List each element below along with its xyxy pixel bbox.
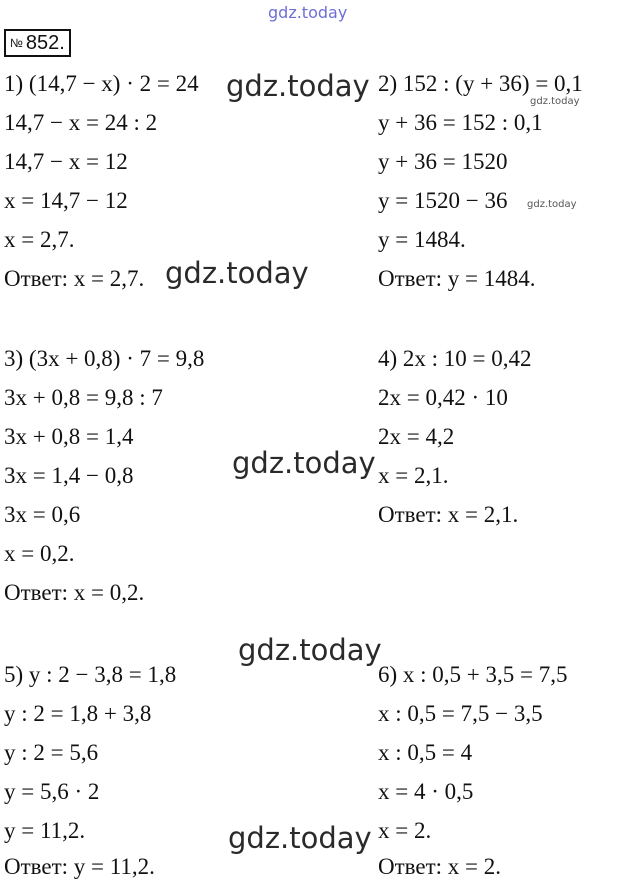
p3-answer: Ответ: x = 0,2. bbox=[4, 580, 145, 605]
watermark-small-1: gdz.today bbox=[530, 96, 580, 107]
p2-line-2: y + 36 = 152 : 0,1 bbox=[378, 110, 543, 135]
p2-line-3: y + 36 = 1520 bbox=[378, 149, 508, 174]
p6-line-3: x : 0,5 = 4 bbox=[378, 740, 473, 765]
p4-answer: Ответ: x = 2,1. bbox=[378, 502, 519, 527]
p5-answer: Ответ: y = 11,2. bbox=[4, 854, 155, 879]
p2-answer: Ответ: y = 1484. bbox=[378, 266, 536, 291]
p4-line-1: 4) 2x : 10 = 0,42 bbox=[378, 346, 532, 371]
p1-answer: Ответ: x = 2,7. bbox=[4, 266, 145, 291]
p2-line-5: y = 1484. bbox=[378, 227, 466, 252]
p2-line-4: y = 1520 − 36 bbox=[378, 188, 508, 213]
task-number-box bbox=[4, 29, 71, 57]
p5-line-4: y = 5,6 · 2 bbox=[4, 779, 100, 804]
watermark-3: gdz.today bbox=[232, 446, 376, 480]
p5-line-1: 5) y : 2 − 3,8 = 1,8 bbox=[4, 662, 177, 687]
watermark-5: gdz.today bbox=[228, 821, 372, 855]
watermark-1: gdz.today bbox=[226, 69, 370, 103]
p4-line-2: 2x = 0,42 · 10 bbox=[378, 385, 508, 410]
p3-line-1: 3) (3x + 0,8) · 7 = 9,8 bbox=[4, 346, 205, 371]
p5-line-5: y = 11,2. bbox=[4, 818, 86, 843]
p3-line-5: 3x = 0,6 bbox=[4, 502, 81, 527]
p4-line-3: 2x = 4,2 bbox=[378, 424, 455, 449]
p3-line-3: 3x + 0,8 = 1,4 bbox=[4, 424, 134, 449]
p1-line-1: 1) (14,7 − x) · 2 = 24 bbox=[4, 71, 199, 96]
watermark-small-2: gdz.today bbox=[527, 199, 577, 210]
watermark-4: gdz.today bbox=[238, 633, 382, 667]
p6-line-1: 6) x : 0,5 + 3,5 = 7,5 bbox=[378, 662, 568, 687]
p4-line-4: x = 2,1. bbox=[378, 463, 449, 488]
p3-line-6: x = 0,2. bbox=[4, 541, 75, 566]
p1-line-2: 14,7 − x = 24 : 2 bbox=[4, 110, 158, 135]
p5-line-2: y : 2 = 1,8 + 3,8 bbox=[4, 701, 152, 726]
p3-line-2: 3x + 0,8 = 9,8 : 7 bbox=[4, 385, 163, 410]
task-number: 852. bbox=[25, 32, 65, 54]
p6-answer: Ответ: x = 2. bbox=[378, 854, 502, 879]
number-sign: № bbox=[10, 36, 23, 50]
p5-line-3: y : 2 = 5,6 bbox=[4, 740, 99, 765]
watermark-2: gdz.today bbox=[165, 256, 309, 290]
p6-line-2: x : 0,5 = 7,5 − 3,5 bbox=[378, 701, 543, 726]
p1-line-5: x = 2,7. bbox=[4, 227, 75, 252]
watermark-top: gdz.today bbox=[268, 3, 348, 22]
p1-line-3: 14,7 − x = 12 bbox=[4, 149, 128, 174]
p2-line-1: 2) 152 : (y + 36) = 0,1 bbox=[378, 71, 583, 96]
p1-line-4: x = 14,7 − 12 bbox=[4, 188, 128, 213]
p3-line-4: 3x = 1,4 − 0,8 bbox=[4, 463, 134, 488]
p6-line-5: x = 2. bbox=[378, 818, 432, 843]
p6-line-4: x = 4 · 0,5 bbox=[378, 779, 474, 804]
